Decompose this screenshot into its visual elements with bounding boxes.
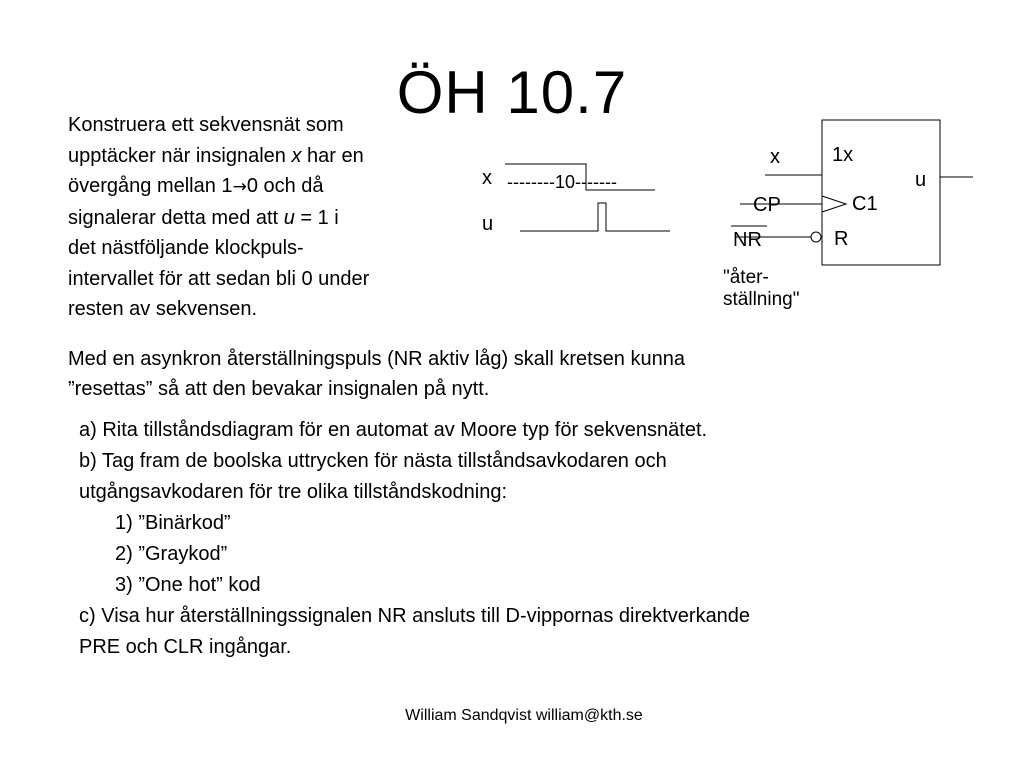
- task-list: [79, 415, 959, 663]
- intro-line: [68, 141, 468, 172]
- input-x-label: x: [770, 146, 780, 168]
- block-label-1x: 1x: [832, 144, 854, 166]
- intro-line: det nästföljande klockpuls-: [68, 237, 304, 259]
- intro-line: intervallet för att sedan bli 0 under: [68, 267, 370, 290]
- task-a: a) Rita tillståndsdiagram för en automat av Moore typ för sekvensnätet.: [79, 419, 708, 441]
- input-nr-label: NR: [733, 229, 762, 251]
- task-b-sub3: 3) ”One hot” kod: [115, 574, 261, 596]
- reset-note-line2: ställning": [723, 289, 800, 310]
- intro-text-span: = 1 i: [294, 206, 339, 229]
- waveform-sequence: --------10-------: [507, 172, 617, 192]
- variable-u: u: [283, 206, 295, 229]
- task-b-sub1: 1) ”Binärkod”: [115, 512, 231, 534]
- block-label-c1: C1: [852, 193, 878, 215]
- task-c-line2: PRE och CLR ingångar.: [79, 636, 292, 658]
- block-symbol: [715, 115, 985, 320]
- task-b-sub2: 2) ”Graykod”: [115, 543, 228, 565]
- waveform-x-label: x: [482, 167, 492, 189]
- intro-text-span: 0 och då: [246, 175, 324, 197]
- variable-x: x: [291, 144, 302, 167]
- intro-text-span: signalerar detta med att: [68, 206, 284, 229]
- task-c-line1: c) Visa hur återställningssignalen NR ansluts till D-vippornas direktverkande: [79, 605, 751, 627]
- intro-text-span: har en: [301, 144, 364, 167]
- intro-text-span: upptäcker när insignalen: [68, 144, 292, 167]
- paragraph-line: ”resettas” så att den bevakar insignalen på nytt.: [68, 378, 490, 400]
- intro-line: Konstruera ett sekvensnät som: [68, 114, 344, 136]
- intro-text-span: övergång mellan 1: [68, 175, 233, 197]
- waveform-u-signal: [520, 203, 670, 231]
- intro-line: [68, 203, 468, 234]
- task-b-line2: utgångsavkodaren för tre olika tillståndskodning:: [79, 481, 508, 503]
- intro-line: [68, 171, 468, 203]
- inversion-circle-icon: [811, 232, 821, 242]
- waveform-diagram: [470, 150, 690, 250]
- block-label-r: R: [834, 228, 849, 250]
- clock-triangle-icon: [822, 196, 846, 212]
- intro-line: resten av sekvensen.: [68, 298, 257, 320]
- intro-text: [68, 110, 468, 325]
- paragraph-line: Med en asynkron återställningspuls (NR aktiv låg) skall kretsen kunna: [68, 348, 685, 370]
- reset-note-line1: "åter-: [723, 267, 769, 288]
- right-arrow-icon: →: [232, 177, 247, 197]
- task-b-line1: b) Tag fram de boolska uttrycken för nästa tillståndsavkodaren och: [79, 450, 667, 472]
- slide-title: ÖH 10.7: [396, 59, 628, 126]
- waveform-u-label: u: [482, 213, 494, 235]
- input-cp-label: CP: [753, 194, 781, 216]
- footer-author: William Sandqvist william@kth.se: [405, 707, 643, 724]
- block-output-u: u: [915, 169, 927, 191]
- reset-paragraph: [68, 344, 928, 404]
